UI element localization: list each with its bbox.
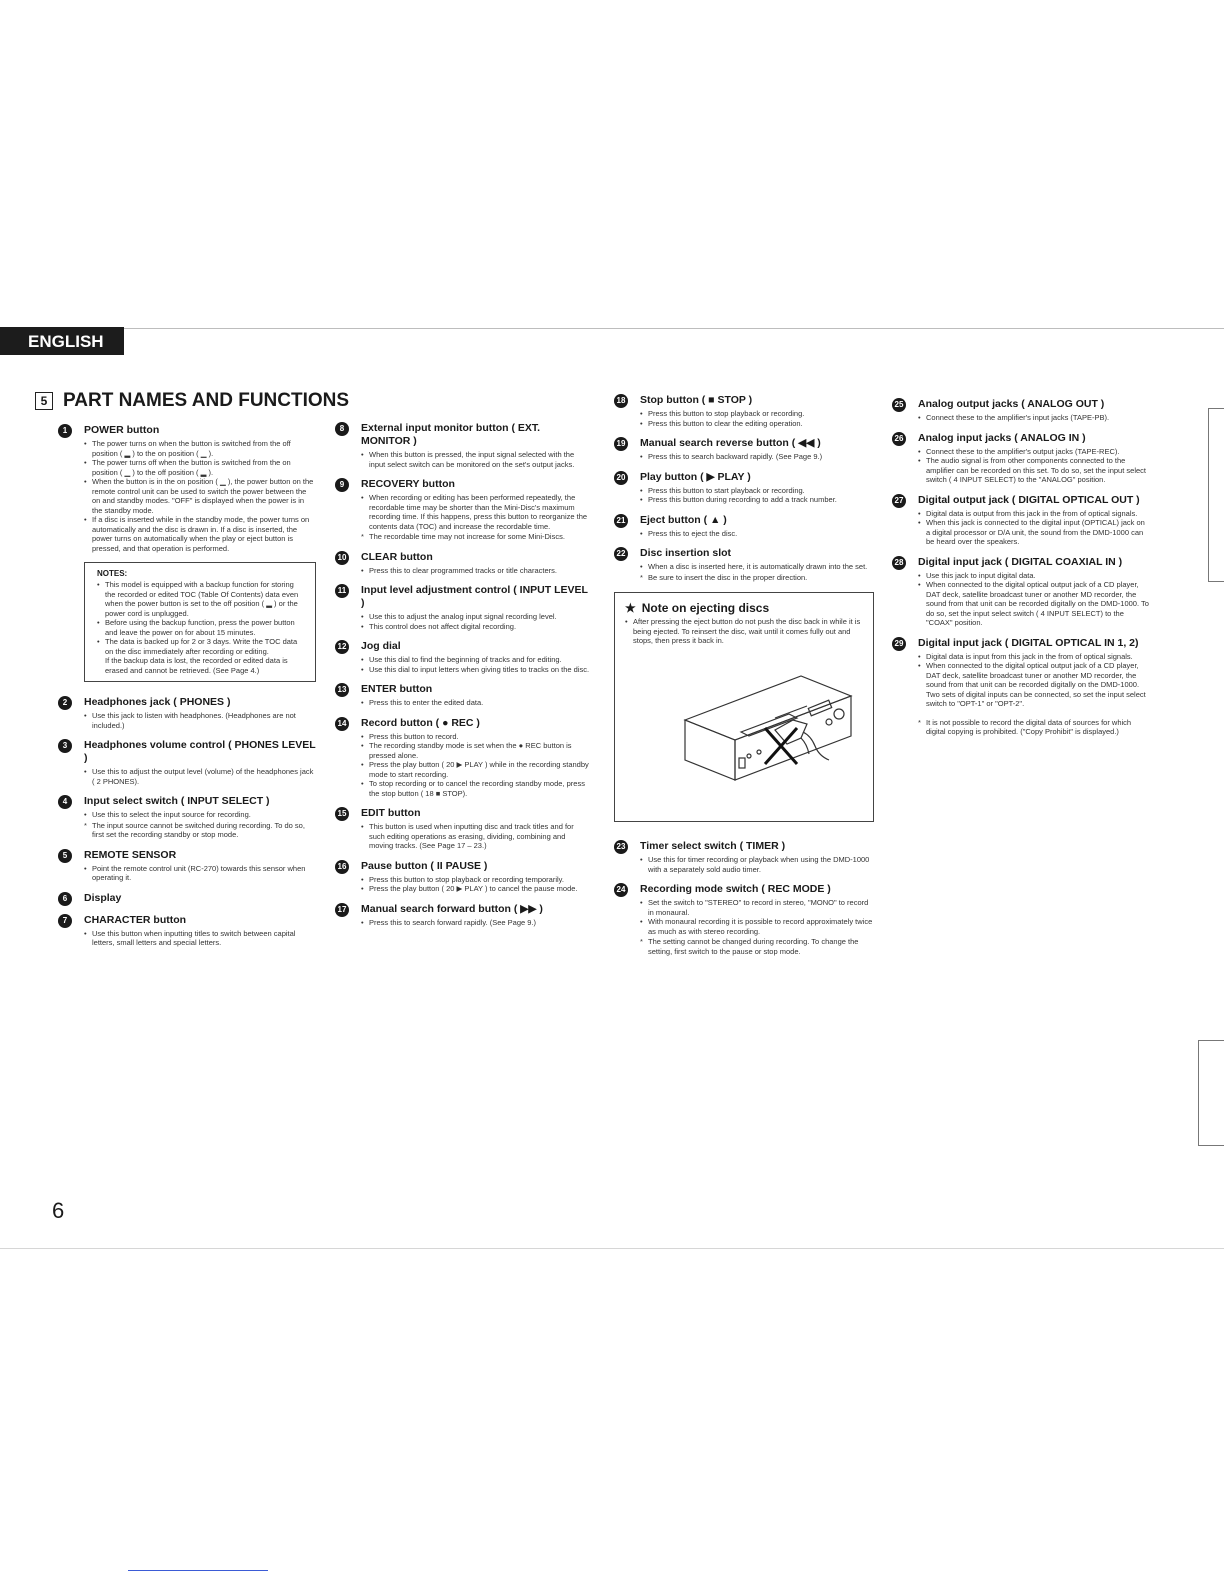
item-number: 13 — [335, 683, 349, 697]
entry-digital-coaxial-in — [892, 556, 1150, 628]
page-number: 6 — [52, 1198, 65, 1223]
item-number: 12 — [335, 640, 349, 654]
section-title-text: PART NAMES AND FUNCTIONS — [63, 390, 350, 411]
bullet: • Press this button to start playback or recording. — [640, 486, 874, 496]
entry-title: Timer select switch ( TIMER ) — [640, 840, 786, 852]
bullet: • Press this to search backward rapidly. (See Page 9.) — [640, 452, 874, 462]
entry-title: Recording mode switch ( REC MODE ) — [640, 883, 831, 895]
entry-title: Digital output jack ( DIGITAL OPTICAL OUT ) — [918, 493, 1140, 506]
item-number: 23 — [614, 840, 628, 854]
entry-title: Disc insertion slot — [640, 547, 732, 559]
bullet: • Connect these to the amplifier's output jacks (TAPE-REC). — [918, 447, 1150, 457]
item-number: 17 — [335, 903, 349, 917]
entry-timer — [614, 840, 874, 874]
bullet: • When the button is in the on position ( ▁ ), the power button on the remote control unit can be used to switch the power between the on and standby modes. "OFF" is displayed when the power is in the standby mode. — [84, 477, 316, 515]
entry-search-forward — [335, 903, 591, 928]
entry-headphones-volume — [58, 739, 316, 786]
entry-title: Analog output jacks ( ANALOG OUT ) — [918, 398, 1105, 410]
entry-enter — [335, 683, 591, 708]
entry-title: Input select switch ( INPUT SELECT ) — [84, 795, 270, 807]
bullet: • Press this to clear programmed tracks or title characters. — [361, 566, 591, 576]
bullet: • The power turns off when the button is switched from the on position ( ▁ ) to the off position ( ▂ ). — [84, 458, 316, 477]
bullet: • Set the switch to "STEREO" to record in stereo, "MONO" to record in monaural. — [640, 898, 874, 917]
eject-note-heading — [625, 601, 865, 615]
bullet: • Use this jack to listen with headphones. (Headphones are not included.) — [84, 711, 316, 730]
entry-title: Input level adjustment control ( INPUT LEVEL ) — [361, 584, 588, 609]
entry-remote-sensor — [58, 849, 316, 883]
bullet: • Press this button to stop playback or recording temporarily. — [361, 875, 591, 885]
entry-title: Eject button ( ▲ ) — [640, 513, 727, 526]
entry-analog-in — [892, 432, 1150, 485]
entry-title: Display — [84, 891, 122, 904]
bullet: • Press the play button ( 20 ▶ PLAY ) to cancel the pause mode. — [361, 884, 591, 894]
entry-title: CLEAR button — [361, 550, 433, 563]
entry-input-select — [58, 795, 316, 840]
entry-record — [335, 717, 591, 799]
bullet: • Connect these to the amplifier's input jacks (TAPE-PB). — [918, 413, 1150, 423]
bullet: • Use this to adjust the output level (volume) of the headphones jack ( 2 PHONES). — [84, 767, 316, 786]
entry-title: Play button ( ▶ PLAY ) — [640, 470, 751, 483]
asterisk-note: * The recordable time may not increase for some Mini-Discs. — [361, 532, 591, 542]
bullet: • After pressing the eject button do not push the disc back in while it is being ejected. To reinsert the disc, wait until it comes fully out and stops, then press it back in. — [625, 617, 865, 646]
entry-clear — [335, 551, 591, 576]
bullet: • When this jack is connected to the digital input (OPTICAL) jack on a digital processor or D/A unit, the sound from the DMD-1000 can be heard over the speakers. — [918, 518, 1150, 547]
item-number: 24 — [614, 883, 628, 897]
entry-title: Manual search forward button ( ▶▶ ) — [361, 902, 543, 915]
note-item: • This model is equipped with a backup function for storing the recorded or edited TOC (Table Of Contents) data even when the power button is set to the off position ( ▂ ) or the power cord is unplugged. — [97, 580, 305, 618]
column-4 — [892, 398, 1150, 737]
bullet: • Press this button to clear the editing operation. — [640, 419, 874, 429]
entry-title: Stop button ( ■ STOP ) — [640, 394, 753, 406]
top-rule — [0, 328, 1224, 329]
bullet: • If a disc is inserted while in the standby mode, the power turns on automatically and the disc is drawn in. If a disc is inserted, the power turns on automatically when the play or eject button is pressed, and that operation is performed. — [84, 515, 316, 553]
bullet: • Press this to enter the edited data. — [361, 698, 591, 708]
entry-title: Headphones jack ( PHONES ) — [84, 696, 231, 708]
bullet: • Press this button to record. — [361, 732, 591, 742]
item-number: 16 — [335, 860, 349, 874]
bullet: • The recording standby mode is set when the ● REC button is pressed alone. — [361, 741, 591, 760]
right-edge-box-bottom — [1198, 1040, 1224, 1146]
item-number: 2 — [58, 696, 72, 710]
bullet: • This control does not affect digital recording. — [361, 622, 591, 632]
bullet: • When a disc is inserted here, it is automatically drawn into the set. — [640, 562, 874, 572]
section-title — [35, 390, 349, 412]
bullet: • When recording or editing has been performed repeatedly, the recordable time may be shorter than the Mini-Disc's maximum recording time. If this happens, press this button to reorganize the contents data (TOC) and increase the recordable time. — [361, 493, 591, 531]
item-number: 28 — [892, 556, 906, 570]
asterisk-note: * The input source cannot be switched during recording. To do so, first set the recording standby or stop mode. — [84, 821, 316, 840]
star-icon: ★ — [625, 601, 636, 615]
language-tab: ENGLISH — [0, 327, 124, 355]
bullet: • Press this to eject the disc. — [640, 529, 874, 539]
item-number: 8 — [335, 422, 349, 436]
item-number: 27 — [892, 494, 906, 508]
entry-analog-out — [892, 398, 1150, 423]
bullet: • Use this dial to input letters when giving titles to tracks on the disc. — [361, 665, 591, 675]
bullet: • Use this dial to find the beginning of tracks and for editing. — [361, 655, 591, 665]
note-item: • Before using the backup function, press the power button and leave the power on for about 15 minutes. — [97, 618, 305, 637]
column-1 — [58, 424, 316, 957]
entry-power-button — [58, 424, 316, 553]
column-3 — [614, 394, 874, 965]
entry-disc-slot — [614, 547, 874, 582]
entry-search-reverse — [614, 437, 874, 462]
entry-title: Analog input jacks ( ANALOG IN ) — [918, 431, 1086, 444]
disc-eject-illustration — [625, 648, 861, 788]
entry-title: Pause button ( II PAUSE ) — [361, 859, 488, 872]
entry-title: ENTER button — [361, 683, 433, 695]
column-2 — [335, 422, 591, 936]
entry-edit — [335, 807, 591, 851]
entry-title: POWER button — [84, 424, 160, 436]
item-number: 26 — [892, 432, 906, 446]
bullet: • When connected to the digital optical output jack of a CD player, DAT deck, satellite broadcast tuner or another MD recorder, the sound from that unit can be recorded digitally on the DMD-1000. To do so, set the input select switch ( 4 INPUT SELECT) to the "COAX" position. — [918, 580, 1150, 628]
entry-title: EDIT button — [361, 807, 421, 819]
item-number: 22 — [614, 547, 628, 561]
entry-ext-monitor — [335, 422, 591, 469]
bullet: • With monaural recording it is possible to record approximately twice as much as with stereo recording. — [640, 917, 874, 936]
asterisk-note: * Be sure to insert the disc in the proper direction. — [640, 573, 874, 583]
entry-pause — [335, 860, 591, 894]
bullet: • Use this for timer recording or playback when using the DMD-1000 with a separately sold audio timer. — [640, 855, 874, 874]
notes-box — [84, 562, 316, 682]
bullet: • Press the play button ( 20 ▶ PLAY ) while in the recording standby mode to start recording. — [361, 760, 591, 779]
entry-title: REMOTE SENSOR — [84, 848, 177, 861]
bullet: • Use this button when inputting titles to switch between capital letters, small letters and special letters. — [84, 929, 316, 948]
item-number: 19 — [614, 437, 628, 451]
entry-display — [58, 892, 316, 905]
section-number: 5 — [35, 392, 53, 410]
bullet: • Press this button during recording to add a track number. — [640, 495, 874, 505]
item-number: 14 — [335, 717, 349, 731]
item-number: 5 — [58, 849, 72, 863]
bullet: • Point the remote control unit (RC-270) towards this sensor when operating it. — [84, 864, 316, 883]
entry-stop — [614, 394, 874, 428]
footer-link-underline — [128, 1570, 268, 1571]
item-number: 20 — [614, 471, 628, 485]
entry-play — [614, 471, 874, 505]
asterisk-note: * The setting cannot be changed during recording. To change the setting, first switch to the pause or stop mode. — [640, 937, 874, 956]
bullet: • Digital data is output from this jack in the from of optical signals. — [918, 509, 1150, 519]
entry-jog-dial — [335, 640, 591, 674]
entry-digital-optical-out — [892, 494, 1150, 547]
bullet: • To stop recording or to cancel the recording standby mode, press the stop button ( 18 ■ STOP). — [361, 779, 591, 798]
item-number: 11 — [335, 584, 349, 598]
final-asterisk-note: * It is not possible to record the digital data of sources for which digital copying is prohibited. ("Copy Prohibit" is displayed.) — [918, 718, 1150, 737]
entry-title: Record button ( ● REC ) — [361, 716, 480, 729]
right-edge-box-top — [1208, 408, 1224, 582]
notes-heading: NOTES: — [97, 569, 128, 578]
entry-rec-mode — [614, 883, 874, 956]
eject-note-box — [614, 592, 874, 822]
note-item: • The data is backed up for 2 or 3 days. Write the TOC data on the disc immediately after recording or editing. — [97, 637, 305, 656]
bullet: • Press this button to stop playback or recording. — [640, 409, 874, 419]
item-number: 6 — [58, 892, 72, 906]
bullet: • This button is used when inputting disc and track titles and for such editing operations as erasing, dividing, combining and moving tracks. (See Page 17 – 23.) — [361, 822, 591, 851]
bullet: • The audio signal is from other components connected to the amplifier can be recorded on this set. To do so, set the input select switch ( 4 INPUT SELECT) to the "ANALOG" position. — [918, 456, 1150, 485]
eject-note-title: Note on ejecting discs — [641, 601, 770, 615]
bullet: • When this button is pressed, the input signal selected with the input select switch can be monitored on the set's output jacks. — [361, 450, 591, 469]
item-number: 18 — [614, 394, 628, 408]
bullet: • The power turns on when the button is switched from the off position ( ▂ ) to the on position ( ▁ ). — [84, 439, 316, 458]
entry-title: Digital input jack ( DIGITAL COAXIAL IN ) — [918, 555, 1123, 568]
item-number: 29 — [892, 637, 906, 651]
bullet: • When connected to the digital optical output jack of a CD player, DAT deck, satellite broadcast tuner or another MD recorder, the sound from that unit can be recorded digitally on the DMD-1000. Two sets of digital inputs can be connected, so set the input select switch to "OPT-1" or "OPT-2". — [918, 661, 1150, 709]
entry-title: CHARACTER button — [84, 913, 187, 926]
bullet: • Use this jack to input digital data. — [918, 571, 1150, 581]
entry-title: RECOVERY button — [361, 478, 455, 490]
entry-title: Digital input jack ( DIGITAL OPTICAL IN 1, 2) — [918, 636, 1139, 649]
item-number: 10 — [335, 551, 349, 565]
note-item: If the backup data is lost, the recorded or edited data is erased and cannot be retrieved. (See Page 4.) — [105, 656, 288, 675]
item-number: 21 — [614, 514, 628, 528]
entry-title: Headphones volume control ( PHONES LEVEL ) — [84, 739, 316, 764]
bullet: • Use this to adjust the analog input signal recording level. — [361, 612, 591, 622]
entry-character-button — [58, 914, 316, 948]
entry-headphones-jack — [58, 696, 316, 730]
entry-title: Jog dial — [361, 640, 401, 652]
entry-digital-optical-in — [892, 637, 1150, 709]
item-number: 9 — [335, 478, 349, 492]
bullet: • Press this to search forward rapidly. (See Page 9.) — [361, 918, 591, 928]
entry-input-level — [335, 584, 591, 631]
bottom-rule — [0, 1248, 1224, 1249]
item-number: 25 — [892, 398, 906, 412]
item-number: 7 — [58, 914, 72, 928]
item-number: 3 — [58, 739, 72, 753]
entry-eject — [614, 514, 874, 539]
item-number: 15 — [335, 807, 349, 821]
item-number: 4 — [58, 795, 72, 809]
entry-title: External input monitor button ( EXT. MONITOR ) — [361, 422, 541, 447]
item-number: 1 — [58, 424, 72, 438]
bullet: • Digital data is input from this jack in the from of optical signals. — [918, 652, 1150, 662]
entry-recovery — [335, 478, 591, 542]
entry-title: Manual search reverse button ( ◀◀ ) — [640, 437, 821, 449]
bullet: • Use this to select the input source for recording. — [84, 810, 316, 820]
